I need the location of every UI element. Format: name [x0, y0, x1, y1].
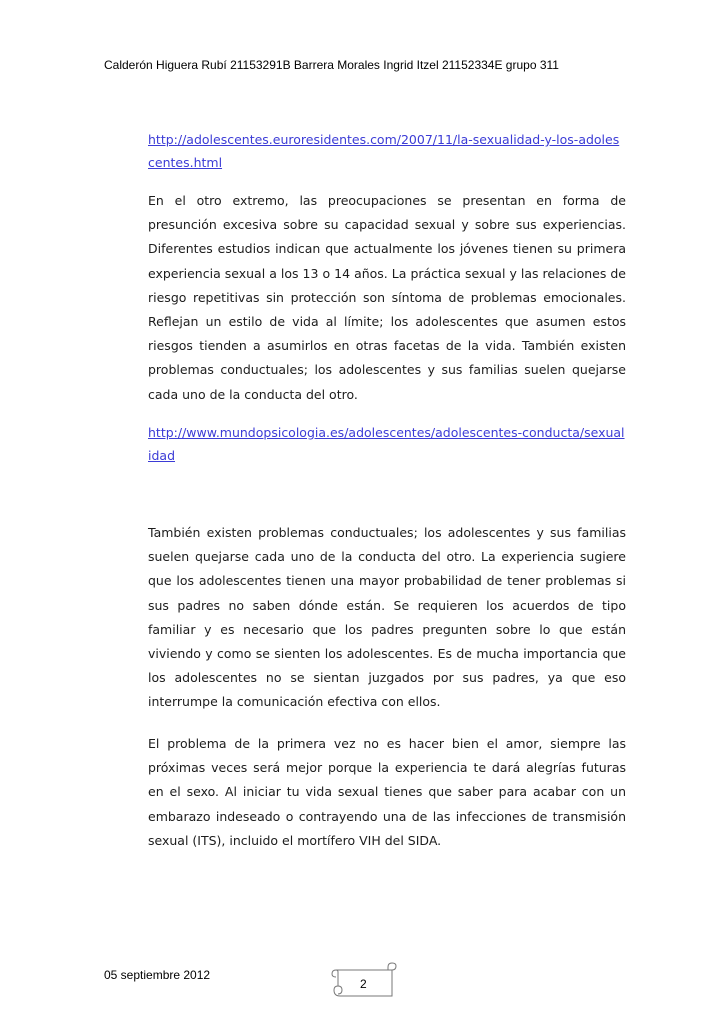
- page-header: Calderón Higuera Rubí 21153291B Barrera Morales Ingrid Itzel 21152334E grupo 311: [104, 58, 559, 72]
- source-link-2[interactable]: http://www.mundopsicologia.es/adolescentes/adolescentes-conducta/sexualidad: [148, 425, 625, 463]
- source-link-1-block: [148, 128, 626, 174]
- page-number: 2: [360, 977, 367, 991]
- footer-date: 05 septiembre 2012: [104, 968, 211, 982]
- paragraph-1: [148, 189, 626, 407]
- paragraph-3: [148, 732, 626, 853]
- source-link-2-block: [148, 421, 626, 467]
- paragraph-3-text: El problema de la primera vez no es hacer bien el amor, siempre las próximas veces será mejor porque la experiencia te dará alegrías futuras en el sexo. Al iniciar tu vida sexual tienes que saber para acabar con un embarazo indeseado o contrayendo una de las infecciones de transmisión sexual (ITS), incluido el mortífero VIH del SIDA.: [148, 736, 626, 848]
- paragraph-2-text: También existen problemas conductuales; los adolescentes y sus familias suelen quejarse cada uno de la conducta del otro. La experiencia sugiere que los adolescentes tienen una mayor probabilidad de tener problemas si sus padres no saben dónde están. Se requieren los acuerdos de tipo familiar y es necesario que los padres pregunten sobre lo que están viviendo y como se sienten los adolescentes. Es de mucha importancia que los adolescentes no se sientan juzgados por sus padres, ya que eso interrumpe la comunicación efectiva con ellos.: [148, 525, 626, 710]
- paragraph-2: [148, 521, 626, 715]
- paragraph-1-text: En el otro extremo, las preocupaciones se presentan en forma de presunción excesiva sobre su capacidad sexual y sobre sus experiencias. Diferentes estudios indican que actualmente los jóvenes tienen su primera experiencia sexual a los 13 o 14 años. La práctica sexual y las relaciones de riesgo repetitivas sin protección son síntoma de problemas emocionales. Reflejan un estilo de vida al límite; los adolescentes que asumen estos riesgos tienden a asumirlos en otras facetas de la vida. También existen problemas conductuales; los adolescentes y sus familias suelen quejarse cada uno de la conducta del otro.: [148, 193, 626, 402]
- source-link-1[interactable]: http://adolescentes.euroresidentes.com/2007/11/la-sexualidad-y-los-adolescentes.html: [148, 132, 620, 170]
